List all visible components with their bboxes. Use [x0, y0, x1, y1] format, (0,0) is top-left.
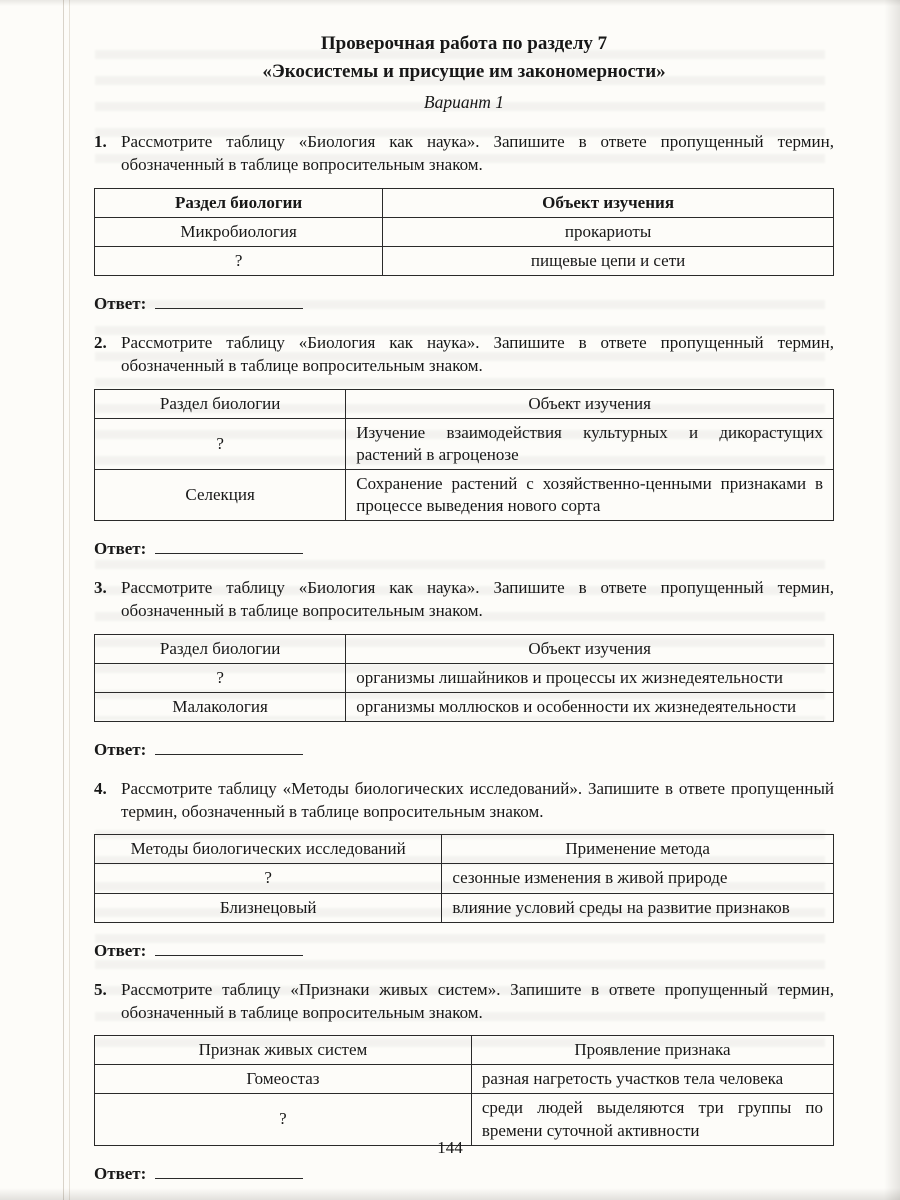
scan-shadow — [0, 0, 900, 6]
question-text: Рассмотрите таблицу «Биология как наука». Запишите в ответе пропущенный термин, обозначенный в таблице вопросительным знаком. — [121, 577, 834, 621]
table-row — [95, 418, 834, 469]
table-cell: ? — [95, 1094, 472, 1145]
question-4-table — [94, 834, 834, 922]
table-header-cell: Применение метода — [442, 835, 834, 864]
answer-label: Ответ: — [94, 940, 147, 960]
table-header-cell: Раздел биологии — [95, 389, 346, 418]
table-header-row — [95, 634, 834, 663]
page-title — [94, 30, 834, 85]
table-header-cell: Объект изучения — [346, 389, 834, 418]
table-cell: организмы моллюсков и особенности их жизнедеятельности — [346, 692, 834, 721]
question-number: 3. — [94, 577, 107, 597]
table-cell: Микробиология — [95, 217, 383, 246]
table-cell: Селекция — [95, 469, 346, 520]
table-cell: разная нагретость участков тела человека — [471, 1065, 833, 1094]
page-number: 144 — [437, 1138, 463, 1157]
question-number: 1. — [94, 132, 107, 152]
question-1 — [94, 130, 834, 177]
answer-line-3 — [94, 737, 834, 760]
table-row — [95, 864, 834, 893]
answer-label: Ответ: — [94, 293, 147, 313]
table-row — [95, 893, 834, 922]
question-text: Рассмотрите таблицу «Методы биологических исследований». Запишите в ответе пропущенный термин, обозначенный в таблице вопросительным знаком. — [121, 778, 834, 822]
table-header-cell: Методы биологических исследований — [95, 835, 442, 864]
table-row — [95, 246, 834, 275]
question-1-table — [94, 188, 834, 276]
table-header-cell: Раздел биологии — [95, 188, 383, 217]
table-cell: ? — [95, 663, 346, 692]
answer-blank — [155, 938, 303, 956]
table-cell: Сохранение растений с хозяйственно-ценными признаками в процессе выведения нового сорта — [346, 469, 834, 520]
table-cell: ? — [95, 246, 383, 275]
answer-blank — [155, 1161, 303, 1179]
table-cell: пищевые цепи и сети — [383, 246, 834, 275]
answer-blank — [155, 737, 303, 755]
question-text: Рассмотрите таблицу «Биология как наука». Запишите в ответе пропущенный термин, обозначенный в таблице вопросительным знаком. — [121, 132, 834, 175]
table-cell: Близнецовый — [95, 893, 442, 922]
table-header-cell: Объект изучения — [346, 634, 834, 663]
answer-line-2 — [94, 536, 834, 559]
answer-blank — [155, 536, 303, 554]
question-2 — [94, 331, 834, 378]
question-2-table — [94, 389, 834, 521]
table-cell: организмы лишайников и процессы их жизнедеятельности — [346, 663, 834, 692]
answer-line-5 — [94, 1161, 834, 1184]
answer-label: Ответ: — [94, 1163, 147, 1183]
table-cell: Изучение взаимодействия культурных и дикорастущих растений в агроценозе — [346, 418, 834, 469]
table-row — [95, 663, 834, 692]
page-content — [94, 30, 834, 1200]
question-4 — [94, 777, 834, 824]
table-row — [95, 469, 834, 520]
table-header-cell: Раздел биологии — [95, 634, 346, 663]
question-5-table — [94, 1035, 834, 1145]
table-header-cell: Признак живых систем — [95, 1036, 472, 1065]
answer-label: Ответ: — [94, 538, 147, 558]
table-cell: влияние условий среды на развитие признаков — [442, 893, 834, 922]
title-line-1: Проверочная работа по разделу 7 — [320, 33, 608, 54]
table-cell: ? — [95, 864, 442, 893]
table-row — [95, 1065, 834, 1094]
table-cell: прокариоты — [383, 217, 834, 246]
question-text: Рассмотрите таблицу «Биология как наука». Запишите в ответе пропущенный термин, обозначенный в таблице вопросительным знаком. — [121, 332, 834, 376]
variant-label: Вариант 1 — [423, 92, 505, 113]
answer-line-1 — [94, 291, 834, 314]
scan-shadow — [884, 0, 900, 1200]
question-3-table — [94, 634, 834, 722]
title-line-2: «Экосистемы и присущие им закономерности» — [262, 60, 666, 82]
answer-blank — [155, 291, 303, 309]
question-text: Рассмотрите таблицу «Признаки живых систем». Запишите в ответе пропущенный термин, обозначенный в таблице вопросительным знаком. — [121, 979, 834, 1022]
table-cell: Гомеостаз — [95, 1065, 472, 1094]
page-edge-artifact — [63, 0, 64, 1200]
table-header-row — [95, 188, 834, 217]
answer-label: Ответ: — [94, 739, 147, 759]
table-row — [95, 692, 834, 721]
table-cell: среди людей выделяются три группы по времени суточной активности — [471, 1094, 833, 1145]
table-header-row — [95, 389, 834, 418]
question-5 — [94, 978, 834, 1025]
table-header-cell: Проявление признака — [471, 1036, 833, 1065]
table-header-row — [95, 835, 834, 864]
table-cell: ? — [95, 418, 346, 469]
table-cell: Малакология — [95, 692, 346, 721]
page-edge-artifact — [69, 0, 70, 1200]
question-3 — [94, 576, 834, 623]
question-number: 5. — [94, 979, 107, 999]
answer-line-4 — [94, 938, 834, 961]
table-header-row — [95, 1036, 834, 1065]
table-header-cell: Объект изучения — [383, 188, 834, 217]
question-number: 4. — [94, 778, 107, 798]
question-number: 2. — [94, 332, 107, 352]
table-row — [95, 217, 834, 246]
table-cell: сезонные изменения в живой природе — [442, 864, 834, 893]
